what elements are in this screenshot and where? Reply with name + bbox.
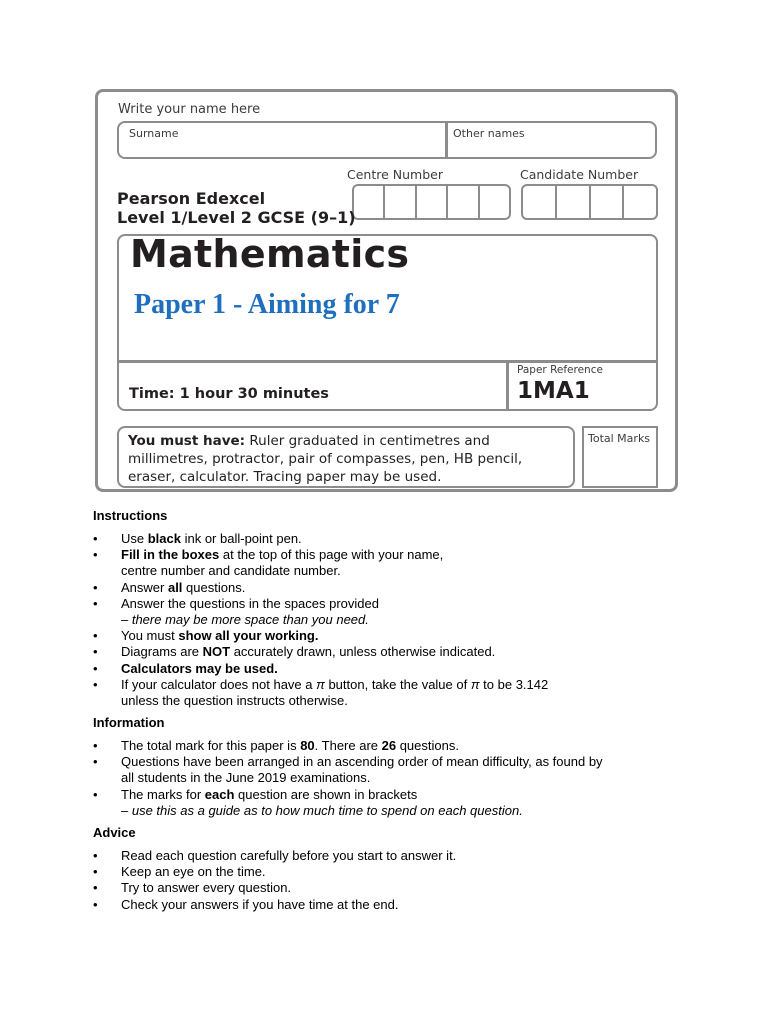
candidate-digit-box [523,186,557,218]
list-item: • The total mark for this paper is 80. There are 26 questions. [93,738,603,754]
candidate-digit-box [591,186,625,218]
advice-section [93,825,456,913]
centre-number-boxes [352,184,511,220]
candidate-digit-box [557,186,591,218]
you-must-have-label: You must have: [128,433,246,449]
candidate-number-label: Candidate Number [520,167,639,182]
board-name: Pearson Edexcel [117,189,266,208]
reference-divider [506,360,509,411]
subject-title: Mathematics [130,232,410,276]
name-box [117,121,657,159]
cover-sheet [95,89,678,492]
list-item: • Fill in the boxes at the top of this page with your name, centre number and candidate number. [93,547,548,579]
qualification-level: Level 1/Level 2 GCSE (9–1) [117,208,356,227]
list-item: • Try to answer every question. [93,880,456,896]
write-name-label: Write your name here [118,102,261,117]
list-item: • Keep an eye on the time. [93,864,456,880]
exam-board [117,189,356,227]
list-item: • Use black ink or ball-point pen. [93,531,548,547]
other-names-label: Other names [453,127,525,140]
information-section [93,715,603,819]
information-list [93,738,603,819]
candidate-number-boxes [521,184,658,220]
centre-digit-box [448,186,479,218]
time-allowed: Time: 1 hour 30 minutes [129,386,329,402]
advice-list [93,848,456,913]
list-item: • Answer all questions. [93,580,548,596]
centre-digit-box [385,186,416,218]
total-marks-label: Total Marks [588,432,651,445]
paper-reference-label: Paper Reference [517,364,603,376]
total-marks-box [582,426,658,488]
list-item: • Diagrams are NOT accurately drawn, unless otherwise indicated. [93,644,548,660]
centre-number-label: Centre Number [347,167,443,182]
list-item: • Check your answers if you have time at the end. [93,897,456,913]
centre-digit-box [417,186,448,218]
list-item: • You must show all your working. [93,628,548,644]
you-must-have-text [128,432,568,486]
equipment-list: Ruler graduated in centimetres and millimetres, protractor, pair of compasses, pen, HB pencil, eraser, calculator. Tracing paper may be used. [128,433,523,485]
candidate-digit-box [624,186,656,218]
paper-title: Paper 1 - Aiming for 7 [134,289,400,320]
surname-label: Surname [129,127,179,140]
list-item: • Calculators may be used. [93,661,548,677]
advice-heading: Advice [93,825,136,840]
list-item: • Read each question carefully before you start to answer it. [93,848,456,864]
you-must-have-box [117,426,575,488]
instructions-heading: Instructions [93,508,168,523]
instructions-section [93,508,548,709]
name-divider [445,123,448,157]
title-divider [119,360,656,363]
title-box [117,234,658,411]
list-item: • Answer the questions in the spaces provided – there may be more space than you need. [93,596,548,628]
paper-reference-code: 1MA1 [517,378,590,404]
list-item: • The marks for each question are shown in brackets – use this as a guide as to how much time to spend on each question. [93,787,603,819]
instructions-list [93,531,548,709]
centre-digit-box [480,186,509,218]
list-item: • If your calculator does not have a π button, take the value of π to be 3.142 unless the question instructs otherwise. [93,677,548,709]
list-item: • Questions have been arranged in an ascending order of mean difficulty, as found by all students in the June 2019 examinations. [93,754,603,786]
centre-digit-box [354,186,385,218]
information-heading: Information [93,715,165,730]
